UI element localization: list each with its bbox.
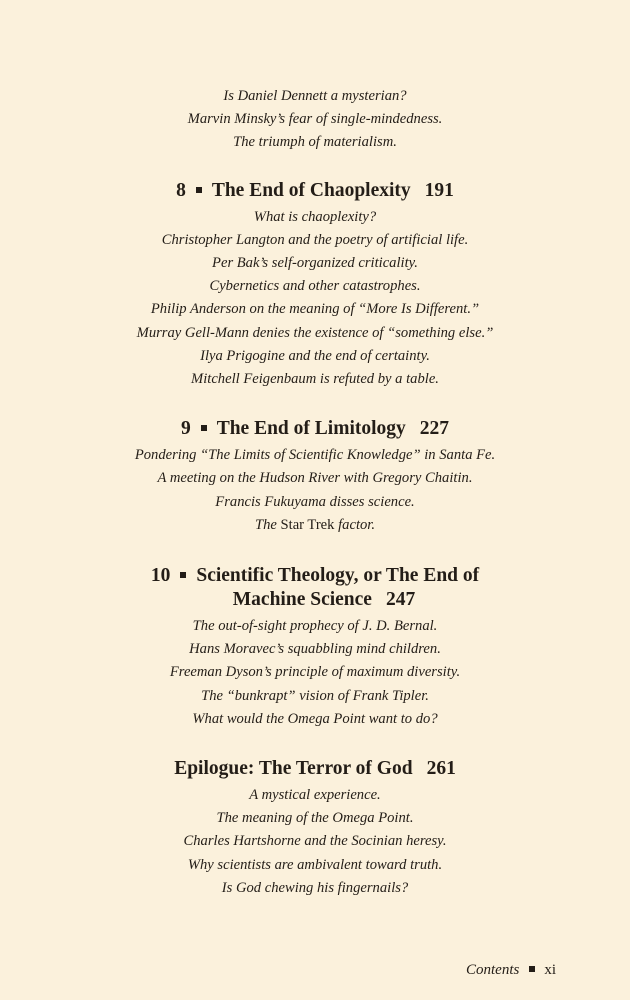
toc-subentry: Philip Anderson on the meaning of “More Is Different.”: [150, 301, 480, 318]
toc-subentry: Christopher Langton and the poetry of artificial life.: [161, 231, 469, 248]
chapter-8: [0, 179, 630, 392]
toc-subentry: The “bunkrapt” vision of Frank Tipler.: [201, 687, 429, 704]
running-footer: [466, 962, 556, 979]
bullet-icon: [196, 187, 202, 193]
chapter-heading-line-2: [0, 588, 630, 612]
toc-subentry: The triumph of materialism.: [233, 134, 397, 151]
footer-page-number: xi: [544, 962, 556, 978]
toc-subentry: The out-of-sight prophecy of J. D. Bernal.: [192, 618, 438, 635]
chapter-heading: [0, 417, 630, 441]
chapter-page-number: 261: [426, 758, 456, 780]
chapter-number: 10: [150, 565, 171, 587]
chapter-title-line-2: Machine Science: [232, 589, 372, 611]
footer-label: Contents: [465, 962, 520, 978]
bullet-icon: [529, 966, 535, 972]
subentry-roman-title: Star Trek: [280, 516, 335, 533]
toc-subentry: Cybernetics and other catastrophes.: [209, 278, 421, 295]
toc-subentry: Mitchell Feigenbaum is refuted by a table.: [191, 371, 439, 388]
bullet-icon: [180, 572, 186, 578]
chapter-title: The End of Limitology: [216, 418, 406, 440]
toc-subentry: Murray Gell-Mann denies the existence of “something else.”: [136, 324, 494, 341]
toc-subentry: A mystical experience.: [249, 787, 381, 804]
continued-items: [0, 85, 630, 155]
toc-subentry: Is Daniel Dennett a mysterian?: [223, 88, 407, 104]
toc-subentry: A meeting on the Hudson River with Gregory Chaitin.: [157, 470, 473, 487]
chapter-title-line-1: Scientific Theology, or The End of: [196, 565, 480, 587]
chapter-heading-line-1: [0, 564, 630, 588]
toc-subentry: What is chaoplexity?: [253, 208, 377, 225]
chapter-10: [0, 564, 630, 731]
subentry-suffix: factor.: [334, 516, 376, 533]
chapter-heading: [0, 564, 630, 612]
chapter-title: The End of Chaoplexity: [211, 179, 411, 201]
toc-entries: [0, 85, 630, 900]
toc-subentry: Freeman Dyson’s principle of maximum diversity.: [169, 664, 461, 681]
bullet-icon: [201, 425, 207, 431]
toc-subentry: Hans Moravec’s squabbling mind children.: [189, 641, 441, 658]
toc-subentry: Charles Hartshorne and the Socinian heresy.: [183, 833, 447, 850]
chapter-page-number: 191: [424, 179, 454, 201]
subentry-prefix: The: [254, 516, 281, 533]
chapter-title: Epilogue: The Terror of God: [174, 758, 413, 780]
toc-subentry: Marvin Minsky’s fear of single-mindedness.: [187, 111, 443, 128]
epilogue: [0, 757, 630, 900]
toc-subentry: Francis Fukuyama disses science.: [215, 493, 415, 510]
chapter-page-number: 227: [419, 418, 450, 440]
toc-subentry: Is God chewing his fingernails?: [221, 879, 409, 896]
chapter-number: 9: [180, 418, 191, 440]
chapter-number: 8: [176, 179, 186, 201]
toc-subentry: Pondering “The Limits of Scientific Knowledge” in Santa Fe.: [134, 447, 496, 464]
chapter-heading: [0, 757, 630, 781]
toc-subentry: Ilya Prigogine and the end of certainty.: [200, 347, 430, 364]
toc-subentry: The meaning of the Omega Point.: [216, 810, 414, 827]
toc-subentry: Per Bak’s self-organized criticality.: [212, 255, 418, 272]
chapter-heading: [0, 179, 630, 203]
toc-subentry: [0, 514, 630, 537]
toc-subentry: Why scientists are ambivalent toward truth.: [187, 856, 443, 873]
chapter-page-number: 247: [385, 589, 416, 611]
chapter-9: [0, 417, 630, 537]
toc-subentry: What would the Omega Point want to do?: [192, 710, 438, 727]
